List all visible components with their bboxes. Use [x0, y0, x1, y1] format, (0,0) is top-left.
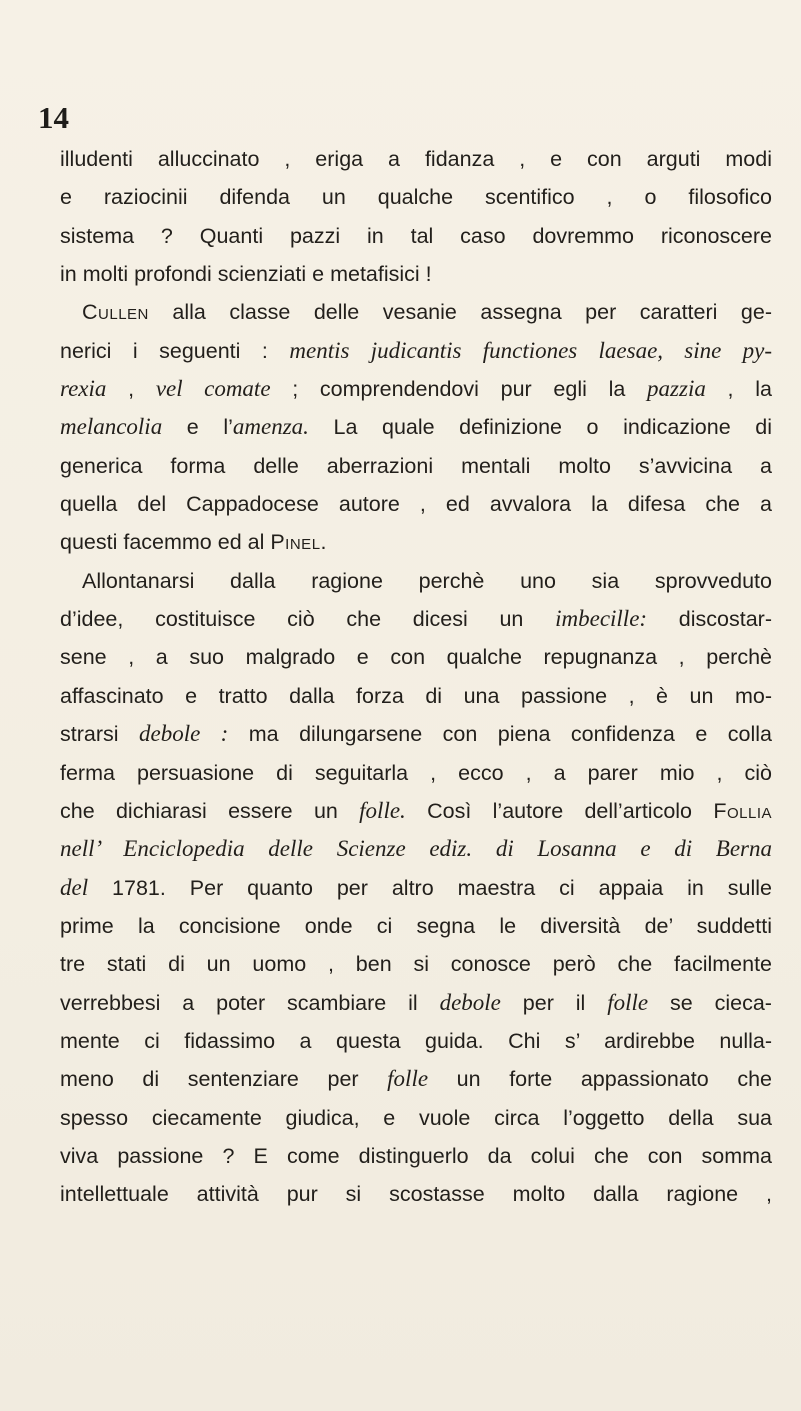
text-segment: ma dilungarsene con piena confidenza e colla — [228, 722, 772, 747]
text-segment: Così l’autore dell’articolo — [405, 798, 714, 823]
body-text — [60, 140, 772, 1214]
text-segment: La quale definizione o indicazione di — [308, 415, 772, 440]
text-line — [60, 1022, 772, 1060]
text-line — [60, 1060, 772, 1098]
italic-text: melancolia — [60, 414, 163, 440]
text-segment: per il — [500, 990, 608, 1015]
text-line — [60, 562, 772, 600]
italic-text: debole : — [139, 721, 229, 747]
text-segment: strarsi — [60, 722, 140, 747]
italic-text: pazzia — [647, 376, 706, 402]
italic-text: imbecille: — [555, 606, 648, 632]
text-line — [60, 332, 772, 370]
text-segment: 1781. Per quanto per altro maestra ci appaia in sulle — [88, 875, 772, 900]
text-segment: ferma persuasione di seguitarla , ecco , a parer mio , ciò — [60, 760, 772, 785]
text-line — [60, 255, 772, 293]
text-segment: e l’ — [162, 415, 233, 440]
text-segment: questi facemmo ed al — [60, 530, 271, 555]
text-line — [60, 754, 772, 792]
text-line — [60, 945, 772, 983]
small-caps-name: Pinel. — [270, 530, 328, 555]
small-caps-name: Cullen — [82, 300, 149, 325]
text-line — [60, 217, 772, 255]
text-line — [60, 370, 772, 408]
text-segment: affascinato e tratto dalla forza di una passione , è un mo- — [60, 683, 772, 708]
italic-text: folle — [387, 1066, 429, 1092]
text-line — [60, 984, 772, 1022]
text-segment: spesso ciecamente giudica, e vuole circa l’oggetto della sua — [60, 1105, 772, 1130]
text-segment: d’idee, costituisce ciò che dicesi un — [60, 607, 556, 632]
text-segment: un forte appassionato che — [428, 1067, 772, 1092]
text-segment: sistema ? Quanti pazzi in tal caso dovremmo riconoscere — [60, 223, 772, 248]
italic-text: mentis judicantis functiones laesae, sine py- — [289, 337, 772, 363]
text-line — [60, 1099, 772, 1137]
text-segment: ; comprendendovi pur egli la — [270, 377, 648, 402]
text-line — [60, 408, 772, 446]
text-line — [60, 792, 772, 830]
text-line — [60, 178, 772, 216]
text-line — [60, 447, 772, 485]
text-segment: se cieca- — [648, 990, 772, 1015]
text-segment: , la — [705, 377, 772, 402]
page-number: 14 — [38, 100, 69, 135]
italic-text: debole — [439, 989, 501, 1015]
text-segment: Allontanarsi dalla ragione perchè uno sia sprovveduto — [82, 568, 772, 593]
text-line — [60, 677, 772, 715]
italic-text: rexia — [60, 376, 107, 402]
text-line — [60, 907, 772, 945]
small-caps-name: Follia — [713, 798, 772, 823]
italic-text: nell’ Enciclopedia delle Scienze ediz. di Losanna e di Berna — [60, 836, 772, 862]
text-line — [60, 485, 772, 523]
text-line — [60, 140, 772, 178]
text-segment: in molti profondi scienziati e metafisici ! — [60, 262, 432, 287]
text-segment: sene , a suo malgrado e con qualche repugnanza , perchè — [60, 645, 772, 670]
text-line — [60, 1137, 772, 1175]
text-segment: nerici i seguenti : — [60, 338, 290, 363]
italic-text: folle — [607, 989, 649, 1015]
text-segment: mente ci fidassimo a questa guida. Chi s’ ardirebbe nulla- — [60, 1028, 772, 1053]
text-segment: discostar- — [647, 607, 772, 632]
text-line — [60, 523, 772, 561]
text-segment: illudenti alluccinato , eriga a fidanza , e con arguti modi — [60, 147, 772, 171]
italic-text: amenza. — [232, 414, 309, 440]
text-segment: viva passione ? E come distinguerlo da colui che con somma — [60, 1143, 772, 1168]
text-segment: generica forma delle aberrazioni mentali molto s’avvicina a — [60, 453, 772, 478]
italic-text: vel comate — [155, 376, 271, 402]
text-line — [60, 830, 772, 868]
text-segment: e raziocinii difenda un qualche scentifico , o filosofico — [60, 185, 772, 210]
text-segment: alla classe delle vesanie assegna per caratteri ge- — [148, 300, 772, 325]
text-line — [60, 600, 772, 638]
text-segment: che dichiarasi essere un — [60, 798, 360, 823]
italic-text: folle. — [359, 797, 406, 823]
text-line — [60, 715, 772, 753]
text-segment: quella del Cappadocese autore , ed avvalora la difesa che a — [60, 492, 772, 517]
text-segment: tre stati di un uomo , ben si conosce però che facilmente — [60, 952, 772, 977]
text-line — [60, 1175, 772, 1213]
text-segment: prime la concisione onde ci segna le diversità de’ suddetti — [60, 913, 772, 938]
text-line — [60, 638, 772, 676]
text-segment: meno di sentenziare per — [60, 1067, 388, 1092]
text-segment: verrebbesi a poter scambiare il — [60, 990, 440, 1015]
italic-text: del — [60, 874, 89, 900]
text-line — [60, 869, 772, 907]
text-line — [60, 293, 772, 331]
text-segment: , — [106, 377, 156, 402]
text-segment: intellettuale attività pur si scostasse molto dalla ragione , — [60, 1182, 772, 1207]
